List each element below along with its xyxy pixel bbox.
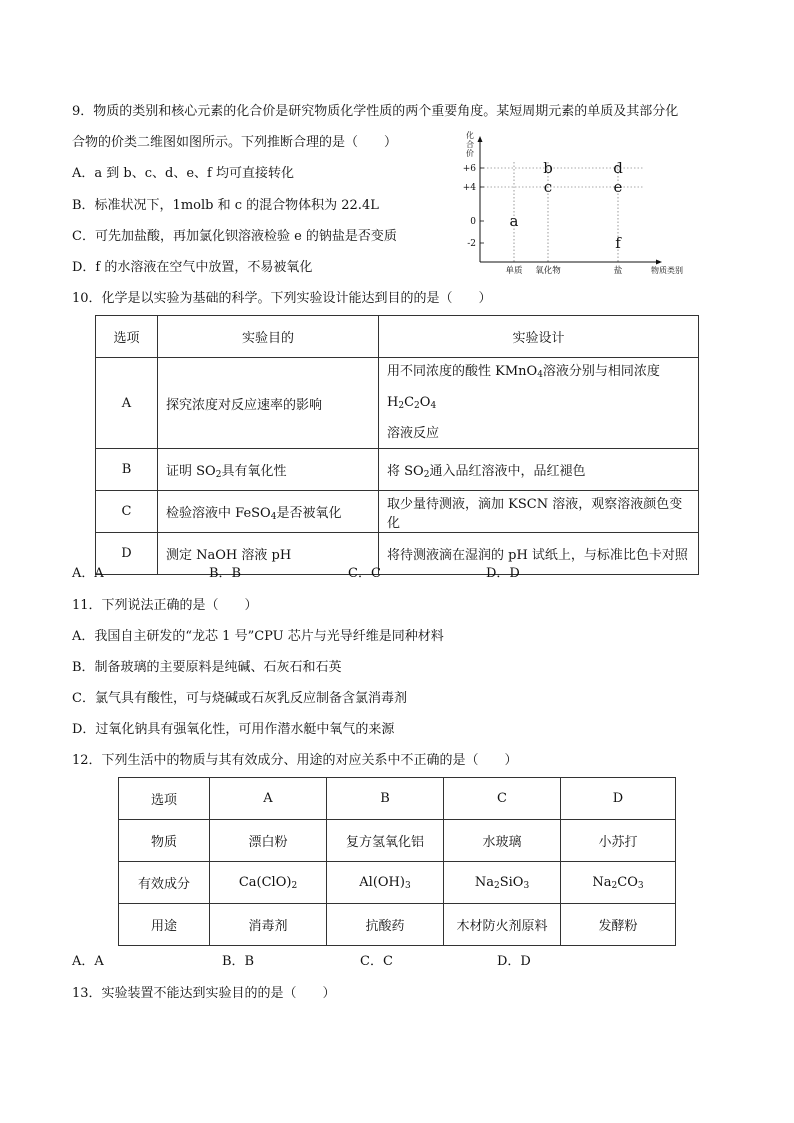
- q11-option-a: A．我国自主研发的“龙芯 1 号”CPU 芯片与光导纤维是同种材料: [72, 629, 444, 644]
- q12-component-b: $Al(OH)_3$: [327, 862, 444, 904]
- chart-point-f: f: [615, 234, 621, 252]
- chart-xticks: [505, 265, 622, 276]
- q10-row-b-design: 将 $SO_2$通入品红溶液中，品红褪色: [379, 449, 699, 491]
- q10-row-c-option: C: [96, 491, 158, 533]
- table-row: [96, 316, 699, 358]
- chart-x-arrow: [656, 260, 662, 265]
- table-row: [96, 449, 699, 491]
- q9-option-b: B．标准状况下，1molb 和 c 的混合物体积为 22.4L: [72, 198, 379, 213]
- chart-points: [510, 159, 624, 252]
- q12-substance-label: 物质: [119, 820, 210, 862]
- chart-point-a: a: [509, 212, 519, 230]
- table-row: [96, 491, 699, 533]
- chart-point-b: b: [543, 159, 553, 177]
- q11-option-b: B．制备玻璃的主要原料是纯碱、石灰石和石英: [72, 660, 342, 675]
- table-row: [119, 820, 676, 862]
- q12-header-b: B: [327, 778, 444, 820]
- q10-row-b-purpose: 证明 $SO_2$具有氧化性: [158, 449, 379, 491]
- q12-use-a: 消毒剂: [210, 904, 327, 946]
- q10-row-d-purpose: 测定 NaOH 溶液 pH: [158, 533, 379, 575]
- q11-option-d: D．过氧化钠具有强氧化性，可用作潜水艇中氧气的来源: [72, 722, 395, 737]
- q10-row-c-purpose: 检验溶液中 FeSO$_4$是否被氧化: [158, 491, 379, 533]
- q12-header-a: A: [210, 778, 327, 820]
- q12-header-c: C: [444, 778, 561, 820]
- q10-header-design: 实验设计: [379, 316, 699, 358]
- q10-row-a-purpose: 探究浓度对反应速率的影响: [158, 358, 379, 449]
- chart-point-c: c: [543, 178, 553, 196]
- chart-ytick-label-0: +6: [462, 164, 476, 174]
- q13-stem: 13．实验装置不能达到实验目的的是（ ）: [72, 986, 336, 1001]
- q9-option-d: D．f 的水溶液在空气中放置，不易被氧化: [72, 260, 313, 275]
- q12-use-d: 发酵粉: [561, 904, 676, 946]
- q10-row-a-option: A: [96, 358, 158, 449]
- q12-component-label: 有效成分: [119, 862, 210, 904]
- q12-use-b: 抗酸药: [327, 904, 444, 946]
- q10-answer-a: A．A: [72, 566, 104, 581]
- table-row: [96, 533, 699, 575]
- q12-use-c: 木材防火剂原料: [444, 904, 561, 946]
- valence-class-chart: [458, 128, 703, 278]
- chart-point-d: d: [613, 159, 623, 177]
- chart-xtick-label-0: 单质: [505, 266, 523, 276]
- q9-stem-line1: 9．物质的类别和核心元素的化合价是研究物质化学性质的两个重要角度。某短周期元素的单质及其部分化: [72, 104, 679, 119]
- chart-yticks: [463, 164, 484, 249]
- q12-substance-c: 水玻璃: [444, 820, 561, 862]
- q12-answer-a: A．A: [72, 954, 104, 969]
- q11-stem: 11．下列说法正确的是（ ）: [72, 598, 258, 613]
- q12-component-d: $Na_2CO_3$: [561, 862, 676, 904]
- q12-answer-d: D．D: [497, 954, 531, 969]
- q12-header-d: D: [561, 778, 676, 820]
- chart-xtick-label-2: 盐: [613, 266, 623, 276]
- q12-substance-d: 小苏打: [561, 820, 676, 862]
- q12-component-c: $Na_2SiO_3$: [444, 862, 561, 904]
- chart-ytick-label-2: 0: [470, 217, 476, 227]
- table-row: [119, 778, 676, 820]
- q10-row-a-design: 用不同浓度的酸性 KMnO$_4$溶液分别与相同浓度 $H_2C_2O_4$ 溶液反应: [379, 358, 699, 449]
- q10-row-d-design: 将待测液滴在湿润的 pH 试纸上，与标准比色卡对照: [379, 533, 699, 575]
- chart-point-e: e: [613, 178, 623, 196]
- q10-stem: 10．化学是以实验为基础的科学。下列实验设计能达到目的的是（ ）: [72, 291, 492, 306]
- table-row: [119, 904, 676, 946]
- q10-header-option: 选项: [96, 316, 158, 358]
- chart-ylabel-char-2: 合: [466, 140, 474, 149]
- q11-option-c: C．氯气具有酸性，可与烧碱或石灰乳反应制备含氯消毒剂: [72, 691, 407, 706]
- q9-stem-line2: 合物的价类二维图如图所示。下列推断合理的是（ ）: [72, 135, 398, 150]
- q10-row-c-design: 取少量待测液，滴加 KSCN 溶液，观察溶液颜色变化: [379, 491, 699, 533]
- q10-row-b-option: B: [96, 449, 158, 491]
- q12-answer-b: B．B: [222, 954, 255, 969]
- chart-y-arrow: [478, 136, 483, 142]
- chart-ylabel-char-1: 化: [466, 131, 474, 140]
- q10-header-purpose: 实验目的: [158, 316, 379, 358]
- q10-answer-b: B．B: [209, 566, 242, 581]
- table-row: [96, 358, 699, 449]
- q10-answer-d: D．D: [486, 566, 520, 581]
- chart-ytick-label-1: +4: [462, 183, 476, 193]
- chart-ylabel-char-3: 价: [466, 149, 474, 158]
- q10-table: [95, 315, 699, 575]
- q10-row-d-option: D: [96, 533, 158, 575]
- chart-ytick-label-3: -2: [467, 239, 476, 249]
- q12-substance-b: 复方氢氧化铝: [327, 820, 444, 862]
- q12-header-option: 选项: [119, 778, 210, 820]
- table-row: [119, 862, 676, 904]
- q10-answer-c: C．C: [348, 566, 381, 581]
- q12-component-a: $Ca(ClO)_2$: [210, 862, 327, 904]
- q12-substance-a: 漂白粉: [210, 820, 327, 862]
- chart-xlabel: 物质类别: [651, 266, 683, 275]
- q12-use-label: 用途: [119, 904, 210, 946]
- q12-answer-c: C．C: [360, 954, 393, 969]
- q9-option-a: A．a 到 b、c、d、e、f 均可直接转化: [72, 166, 294, 181]
- q9-option-c: C．可先加盐酸，再加氯化钡溶液检验 e 的钠盐是否变质: [72, 229, 397, 244]
- q12-table: [118, 777, 676, 946]
- q12-stem: 12．下列生活中的物质与其有效成分、用途的对应关系中不正确的是（ ）: [72, 753, 518, 768]
- chart-xtick-label-1: 氧化物: [535, 266, 561, 276]
